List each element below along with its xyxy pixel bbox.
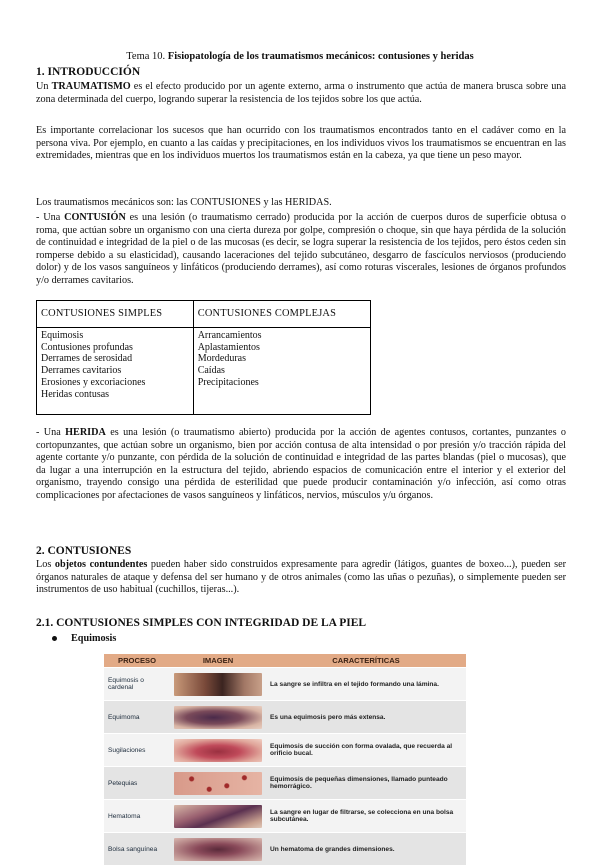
document-title: [0, 51, 600, 62]
table-row: Equimoma Es una equimosis pero más extensa.: [104, 701, 466, 734]
list-item: Contusiones profundas: [41, 342, 189, 354]
table-row: Hematoma La sangre en lugar de filtrarse, se colecciona en una bolsa subcutánea.: [104, 800, 466, 833]
list-item: Erosiones y excoriaciones: [41, 377, 189, 389]
paragraph-traumatismo: Un TRAUMATISMO es el efecto producido por un agente externo, arma o instrumento que actúa de manera brusca sobre una zona determinada del cuerpo, logrando superar la resistencia de los tejidos sobre los que actúa.: [36, 81, 566, 106]
term-contusion: CONTUSIÓN: [64, 212, 126, 223]
list-item: Heridas contusas: [41, 389, 189, 401]
table-row: Bolsa sanguínea Un hematoma de grandes dimensiones.: [104, 833, 466, 865]
equimosis-image-table: [104, 654, 466, 865]
paragraph-contusion: - Una CONTUSIÓN es una lesión (o traumatismo cerrado) producida por la acción de cuerpos duros de superficie obtusa o roma, que actúan sobre un organismo con una cierta dureza por golpe, compresión o choque, sin que haya pérdida de la solución de continuidad e integridad de la piel o de las mucosas (es decir, se logra superar la resistencia de los tejidos, pero éstos ceden sin romperse debido a su elasticidad), causando laceraciones del tejido subcutáneo, desgarro de fascículos nerviosos (produciendo dolor) y de los vasos sanguíneos y linfáticos (produciendo derrames), así como roturas viscerales, lesiones de órganos profundos y/o derrames cavitarios.: [36, 212, 566, 288]
photo-hematoma: [174, 805, 262, 828]
bullet-equimosis: Equimosis: [52, 633, 116, 644]
section-2-1-heading: 2.1. CONTUSIONES SIMPLES CON INTEGRIDAD DE LA PIEL: [36, 617, 366, 629]
section-2-heading: 2. CONTUSIONES: [36, 545, 131, 557]
paragraph-herida: - Una HERIDA es una lesión (o traumatismo abierto) producida por la acción de agentes contusos, cortantes, punzantes o cortopunzantes, que actúan sobre un organismo, bien por acción contusa de alta intensidad o por presión y/o tracción rápida del agente cortante y/o punzante, con pérdida de la solución de continuidad e integridad de las partes blandas (piel o mucosas), que da lugar a una interrupción en la estructura del tejido, abriendo espacios de comunicación entre el interior y el exterior del organismo, trayendo consigo una pérdida de esterilidad que puede producir contaminación y/o infección, así como otras complicaciones por afectaciones de vasos sanguíneos y linfáticos, nervios, músculos y/u órganos.: [36, 427, 566, 503]
list-item: Derrames de serosidad: [41, 353, 189, 365]
photo-equimoma: [174, 706, 262, 729]
table-row: Equimosis o cardenal La sangre se infiltra en el tejido formando una lámina.: [104, 668, 466, 701]
list-item: Arrancamientos: [198, 330, 366, 342]
title-prefix: Tema 10.: [126, 51, 168, 62]
col-header-caracteristicas: CARACTERÍTICAS: [266, 654, 466, 668]
list-item: Mordeduras: [198, 353, 366, 365]
photo-equimosis: [174, 673, 262, 696]
section-1-heading: 1. INTRODUCCIÓN: [36, 66, 140, 78]
title-bold: Fisiopatología de los traumatismos mecánicos: contusiones y heridas: [168, 51, 474, 62]
list-item: Equimosis: [41, 330, 189, 342]
col-header-imagen: IMAGEN: [170, 654, 266, 668]
term-objetos-contundentes: objetos contundentes: [55, 559, 147, 570]
list-item: Derrames cavitarios: [41, 365, 189, 377]
paragraph-objetos: Los objetos contundentes pueden haber sido construidos expresamente para agredir (látigos, guantes de boxeo...), pueden ser órganos naturales de ataque y defensa del ser humano y de otros animales (como las uñas o pezuñas), o simplemente pueden ser instrumentos de uso habitual (cuchillos, tijeras...).: [36, 559, 566, 597]
list-item: Precipitaciones: [198, 377, 366, 389]
contusion-types-table: [36, 300, 371, 415]
list-item: Aplastamientos: [198, 342, 366, 354]
list-item: Caídas: [198, 365, 366, 377]
list-contusiones-complejas: [193, 328, 370, 415]
term-herida: HERIDA: [65, 427, 106, 438]
bullet-dot-icon: [52, 636, 57, 641]
photo-petequias: [174, 772, 262, 795]
paragraph-correlacion: Es importante correlacionar los sucesos que han ocurrido con los traumatismos encontrados tanto en el cadáver como en la persona viva. Por ejemplo, en cuanto a las caídas y precipitaciones, en los individuos vivos los traumatismos se encuentran en las extremidades, mientras que en los individuos muertos los traumatismos están en la cabeza, ya que tiene un peso mayor.: [36, 125, 566, 163]
table-row: Petequias Equimosis de pequeñas dimensiones, llamado punteado hemorrágico.: [104, 767, 466, 800]
list-contusiones-simples: [37, 328, 194, 415]
photo-sugilaciones: [174, 739, 262, 762]
table-row: Sugilaciones Equimosis de succión con forma ovalada, que recuerda al orificio bucal.: [104, 734, 466, 767]
header-contusiones-simples: CONTUSIONES SIMPLES: [37, 301, 194, 328]
term-traumatismo: TRAUMATISMO: [52, 81, 131, 92]
paragraph-tipos: Los traumatismos mecánicos son: las CONTUSIONES y las HERIDAS.: [36, 197, 566, 210]
header-contusiones-complejas: CONTUSIONES COMPLEJAS: [193, 301, 370, 328]
photo-bolsa-sanguinea: [174, 838, 262, 861]
col-header-proceso: PROCESO: [104, 654, 170, 668]
